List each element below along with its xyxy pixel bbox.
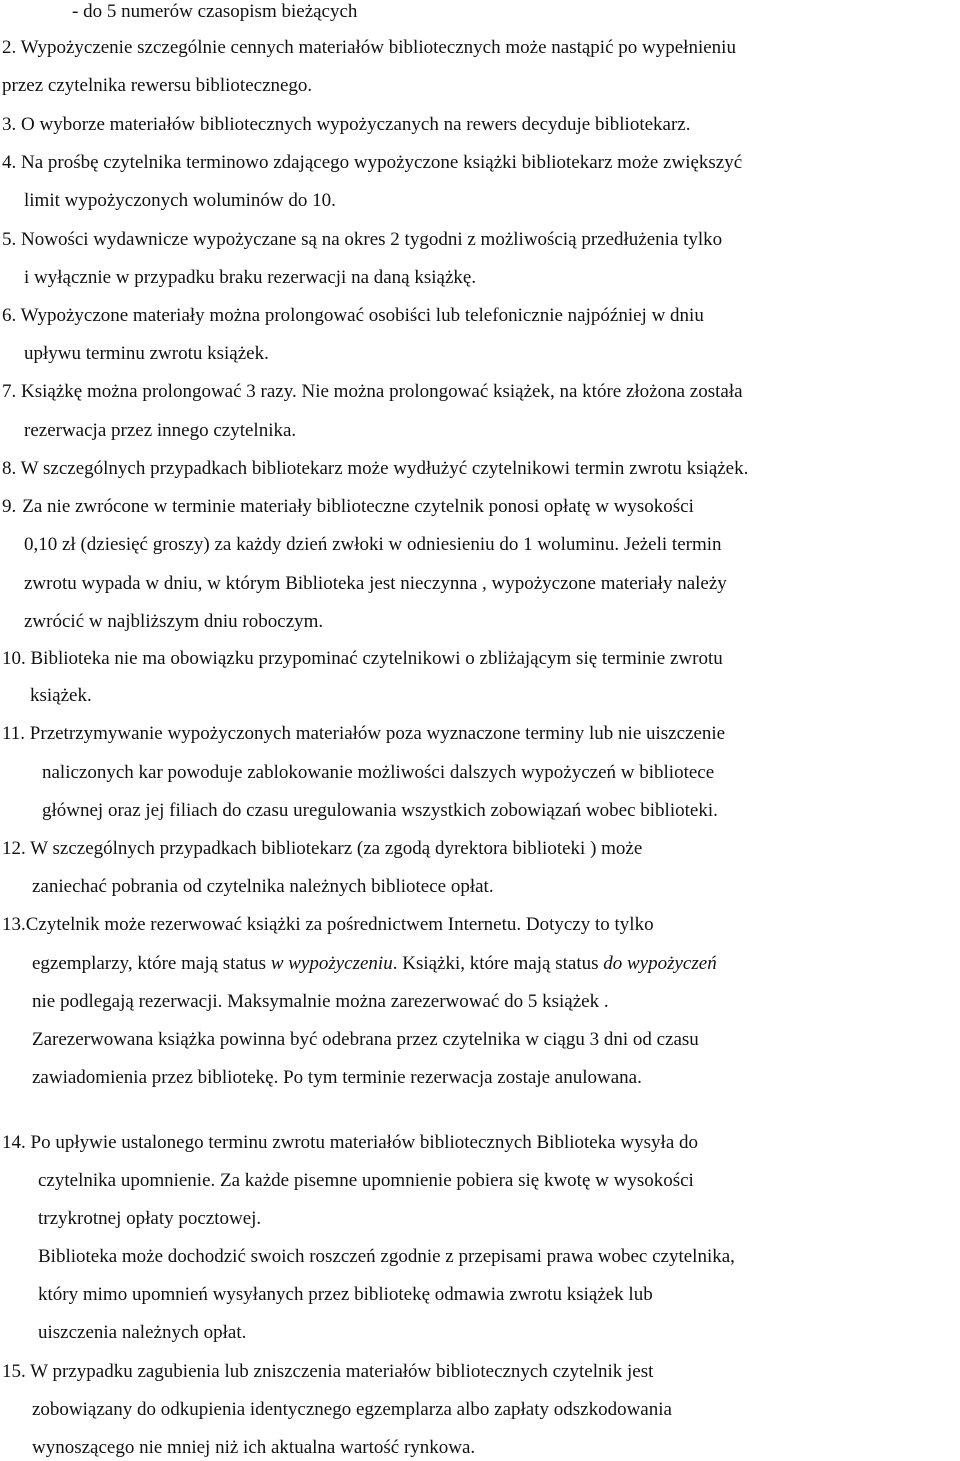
text-fragment: . Książki, które mają status xyxy=(392,953,604,974)
text-line: zaniechać pobrania od czytelnika należnych bibliotece opłat. xyxy=(32,876,494,897)
text-line: 15. W przypadku zagubienia lub zniszczenia materiałów bibliotecznych czytelnik jest xyxy=(2,1361,654,1382)
text-line: 0,10 zł (dziesięć groszy) za każdy dzień zwłoki w odniesieniu do 1 woluminu. Jeżeli termin xyxy=(24,534,722,555)
text-line: uiszczenia należnych opłat. xyxy=(38,1322,247,1343)
list-number: 9. xyxy=(2,496,17,517)
text-line: 10. Biblioteka nie ma obowiązku przypominać czytelnikowi o zbliżającym się terminie zwrotu xyxy=(2,648,723,669)
text-line: 8. W szczególnych przypadkach bibliotekarz może wydłużyć czytelnikowi termin zwrotu książek. xyxy=(2,458,749,479)
text-line: 11. Przetrzymywanie wypożyczonych materiałów poza wyznaczone terminy lub nie uiszczenie xyxy=(2,723,726,744)
text-line xyxy=(2,495,694,519)
text-line: książek. xyxy=(30,685,92,706)
text-line: zawiadomienia przez bibliotekę. Po tym terminie rezerwacja zostaje anulowana. xyxy=(32,1067,642,1088)
text-line: głównej oraz jej filiach do czasu uregulowania wszystkich zobowiązań wobec biblioteki. xyxy=(42,800,718,821)
text-line: który mimo upomnień wysyłanych przez bibliotekę odmawia zwrotu książek lub xyxy=(38,1284,653,1305)
text-line: 6. Wypożyczone materiały można prolongować osobiści lub telefonicznie najpóźniej w dniu xyxy=(2,305,704,326)
text-line: wynoszącego nie mniej niż ich aktualna wartość rynkowa. xyxy=(32,1437,476,1458)
text-line: Zarezerwowana książka powinna być odebrana przez czytelnika w ciągu 3 dni od czasu xyxy=(32,1029,699,1050)
text-line: 14. Po upływie ustalonego terminu zwrotu materiałów bibliotecznych Biblioteka wysyła do xyxy=(2,1132,698,1153)
text-line: 7. Książkę można prolongować 3 razy. Nie można prolongować książek, na które złożona została xyxy=(2,381,743,402)
text-line: limit wypożyczonych woluminów do 10. xyxy=(24,190,336,211)
text-fragment: Za nie zwrócone w terminie materiały biblioteczne czytelnik ponosi opłatę w wysokości xyxy=(22,496,694,517)
text-line: 4. Na prośbę czytelnika terminowo zdającego wypożyczone książki bibliotekarz może zwiększyć xyxy=(2,152,743,173)
text-line: 13.Czytelnik może rezerwować książki za pośrednictwem Internetu. Dotyczy to tylko xyxy=(2,914,654,935)
text-line: upływu terminu zwrotu książek. xyxy=(24,343,269,364)
text-fragment: egzemplarzy, które mają status xyxy=(32,953,271,974)
text-line: 3. O wyborze materiałów bibliotecznych wypożyczanych na rewers decyduje bibliotekarz. xyxy=(2,114,691,135)
text-line: nie podlegają rezerwacji. Maksymalnie można zarezerwować do 5 książek . xyxy=(32,991,609,1012)
text-line: zobowiązany do odkupienia identycznego egzemplarza albo zapłaty odszkodowania xyxy=(32,1399,672,1420)
text-line: rezerwacja przez innego czytelnika. xyxy=(24,420,297,441)
text-line: 2. Wypożyczenie szczególnie cennych materiałów bibliotecznych może nastąpić po wypełnieniu xyxy=(2,37,736,58)
text-line: 12. W szczególnych przypadkach bibliotekarz (za zgodą dyrektora biblioteki ) może xyxy=(2,838,643,859)
text-line: - do 5 numerów czasopism bieżących xyxy=(72,1,358,22)
text-line: Biblioteka może dochodzić swoich roszczeń zgodnie z przepisami prawa wobec czytelnika, xyxy=(38,1246,735,1267)
text-line: trzykrotnej opłaty pocztowej. xyxy=(38,1208,262,1229)
status-term: w wypożyczeniu xyxy=(270,953,393,974)
status-term: do wypożyczeń xyxy=(603,953,717,974)
text-line: i wyłącznie w przypadku braku rezerwacji na daną książkę. xyxy=(24,267,477,288)
text-line: 5. Nowości wydawnicze wypożyczane są na okres 2 tygodni z możliwością przedłużenia tylko xyxy=(2,229,723,250)
text-line: przez czytelnika rewersu bibliotecznego. xyxy=(2,75,313,96)
text-line xyxy=(32,952,717,976)
text-line: czytelnika upomnienie. Za każde pisemne upomnienie pobiera się kwotę w wysokości xyxy=(38,1170,694,1191)
text-line: naliczonych kar powoduje zablokowanie możliwości dalszych wypożyczeń w bibliotece xyxy=(42,762,715,783)
text-line: zwrotu wypada w dniu, w którym Biblioteka jest nieczynna , wypożyczone materiały należy xyxy=(24,573,727,594)
text-line: zwrócić w najbliższym dniu roboczym. xyxy=(24,611,324,632)
